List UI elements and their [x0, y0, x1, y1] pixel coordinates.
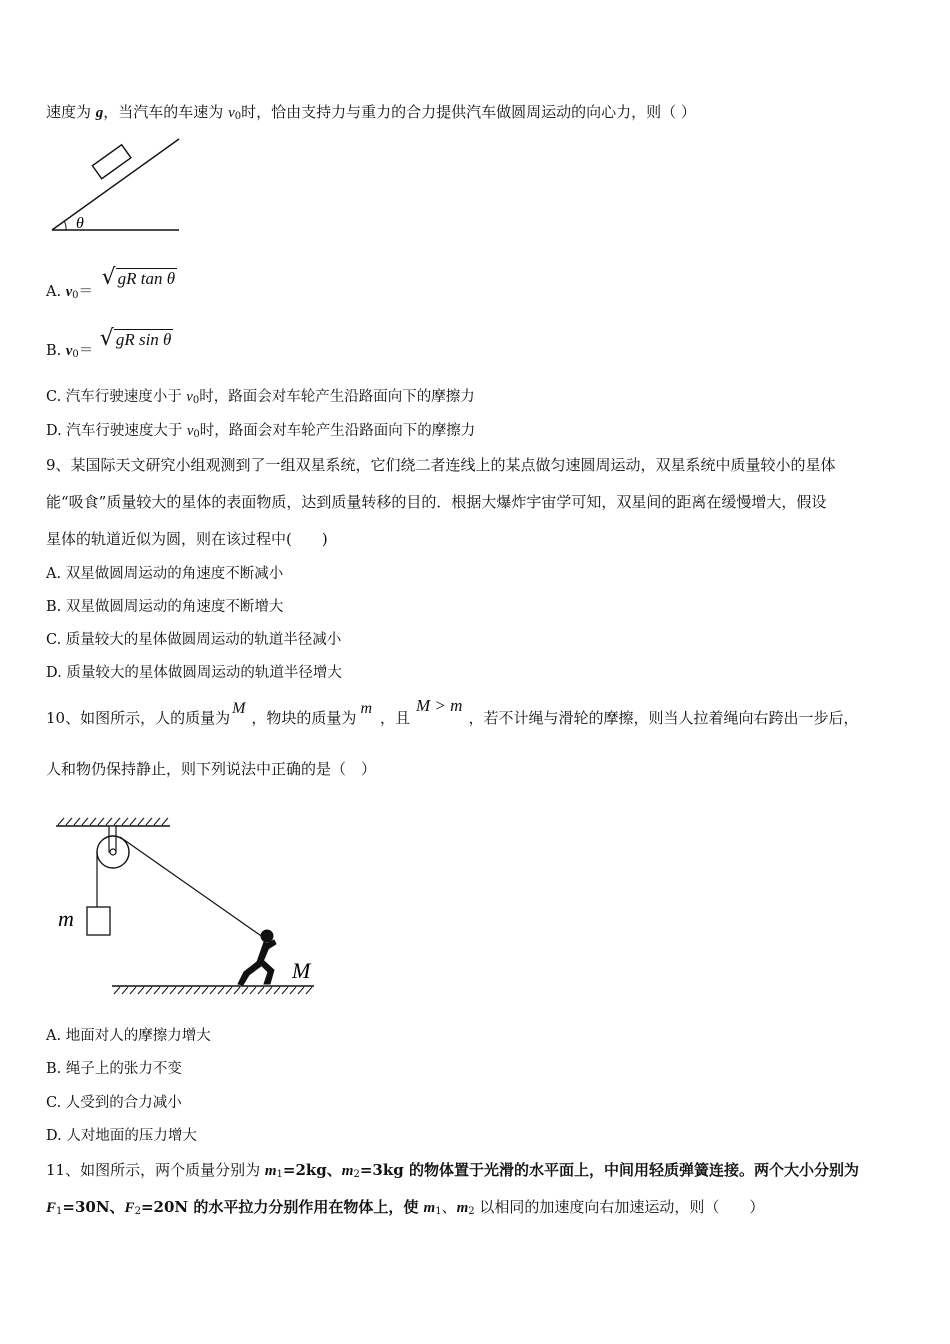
q8-option-a-v: v	[65, 284, 73, 300]
q11-stem-line-2	[46, 1197, 764, 1222]
q8-option-a-eq: ＝	[78, 284, 94, 300]
q10-m-symbol: m	[360, 700, 372, 717]
q8-option-c-sub: 0	[192, 395, 200, 406]
q10-option-a: A. 地面对人的摩擦力增大	[46, 1028, 211, 1044]
q8-incline-figure	[48, 135, 183, 235]
q11-text-e: =20N 的水平拉力分别作用在物体上，使	[140, 1198, 424, 1216]
q8-stem	[46, 102, 696, 127]
q9-stem-line-2: 能“吸食”质量较大的星体的表面物质，达到质量转移的目的．根据大爆炸宇宙学可知，双星间的距离在缓慢增大，假设	[46, 493, 827, 511]
q11-F1-sub: 1	[56, 1206, 63, 1217]
q11-m1b-sub: 1	[435, 1206, 442, 1217]
q9-option-b: B. 双星做圆周运动的角速度不断增大	[46, 599, 284, 615]
q11-stem-line-1	[46, 1160, 859, 1185]
q8-option-a-sub: 0	[72, 290, 79, 301]
person-icon	[238, 930, 276, 985]
q10-stem-text-3: ，且	[380, 709, 411, 727]
q11-text-d: =30N、	[62, 1198, 125, 1216]
q11-m2b-sub: 2	[468, 1206, 475, 1217]
q9-option-c: C. 质量较大的星体做圆周运动的轨道半径减小	[46, 632, 342, 648]
q10-stem-text-2: ，物块的质量为	[251, 709, 357, 727]
q8-g-symbol: g	[95, 105, 104, 121]
q8-stem-text-a: 速度为	[46, 103, 96, 121]
q11-m2b-symbol: m	[456, 1200, 469, 1216]
q10-pulley-figure	[52, 812, 332, 1002]
q11-text-c: =3kg 的物体置于光滑的水平面上，中间用轻质弹簧连接。两个大小分别为	[359, 1161, 859, 1179]
q10-figure-m-label: m	[58, 906, 74, 931]
q8-option-b	[46, 326, 173, 363]
q8-option-c-text-b: 时，路面会对车轮产生沿路面向下的摩擦力	[199, 389, 475, 405]
q8-stem-text-c: 时，恰由支持力与重力的合力提供汽车做圆周运动的向心力，则（ ）	[241, 103, 696, 121]
q10-stem-text-4: ，若不计绳与滑轮的摩擦，则当人拉着绳向右跨出一步后，	[468, 709, 859, 727]
q11-text-g: 以相同的加速度向右加速运动，则（ ）	[474, 1198, 765, 1216]
q8-option-b-formula: gR sin θ	[115, 330, 172, 349]
q11-m2-symbol: m	[341, 1163, 354, 1179]
q10-option-c: C. 人受到的合力减小	[46, 1095, 182, 1111]
q11-m2-sub: 2	[353, 1169, 360, 1180]
q8-option-a-formula: gR tan θ	[117, 269, 176, 288]
q8-v0-subscript: 0	[234, 111, 242, 122]
sqrt-icon: √	[99, 326, 114, 351]
q8-option-a-sqrt	[101, 265, 178, 290]
q8-option-c	[46, 387, 475, 411]
q11-text-a: 11、如图所示，两个质量分别为	[46, 1161, 265, 1179]
q9-stem-line-3: 星体的轨道近似为圆，则在该过程中( )	[46, 530, 328, 548]
q8-option-b-sqrt	[99, 326, 174, 351]
q8-option-d-text-a: D. 汽车行驶速度大于	[46, 423, 187, 439]
q8-option-d	[46, 421, 475, 445]
q8-option-b-sub: 0	[72, 349, 79, 360]
q11-m1-sub: 1	[276, 1169, 283, 1180]
q8-option-d-sub: 0	[193, 429, 200, 440]
q10-stem-line-1	[46, 696, 859, 729]
q8-option-d-v: v	[186, 423, 194, 439]
q11-m1b-symbol: m	[423, 1200, 436, 1216]
q10-M-symbol: M	[232, 700, 246, 717]
q8-option-a	[46, 265, 177, 304]
q9-option-d: D. 质量较大的星体做圆周运动的轨道半径增大	[46, 665, 342, 681]
q11-m1-symbol: m	[264, 1163, 277, 1179]
q9-stem-line-1: 9、某国际天文研究小组观测到了一组双星系统，它们绕二者连线上的某点做匀速圆周运动，双星系统中质量较小的星体	[46, 456, 836, 474]
q10-option-b: B. 绳子上的张力不变	[46, 1061, 182, 1077]
sqrt-icon: √	[101, 265, 116, 290]
q11-F2-sub: 2	[134, 1206, 141, 1217]
q10-option-d: D. 人对地面的压力增大	[46, 1128, 197, 1144]
q8-option-b-label: B.	[46, 343, 66, 359]
q10-figure-M-label: M	[292, 958, 311, 983]
q8-v0-symbol: v	[228, 105, 235, 121]
q9-option-a: A. 双星做圆周运动的角速度不断减小	[46, 566, 284, 582]
q8-option-b-eq: ＝	[78, 343, 94, 359]
q11-F1-symbol: F	[46, 1200, 57, 1216]
q11-F2-symbol: F	[124, 1200, 135, 1216]
q11-text-f: 、	[441, 1198, 457, 1216]
q8-option-c-v: v	[186, 389, 193, 405]
q8-theta-label: θ	[76, 215, 84, 232]
q10-inequality: M > m	[416, 696, 463, 715]
q8-option-d-text-b: 时，路面会对车轮产生沿路面向下的摩擦力	[199, 423, 476, 439]
q8-stem-text-b: ，当汽车的车速为	[103, 103, 229, 121]
q11-text-b: =2kg、	[282, 1161, 342, 1179]
q10-stem-line-2: 人和物仍保持静止，则下列说法中正确的是（ ）	[46, 760, 377, 778]
q8-option-c-text-a: C. 汽车行驶速度小于	[46, 389, 187, 405]
q8-option-b-v: v	[65, 343, 73, 359]
q10-stem-text-1: 10、如图所示，人的质量为	[46, 709, 231, 727]
q8-option-a-label: A.	[46, 284, 66, 300]
